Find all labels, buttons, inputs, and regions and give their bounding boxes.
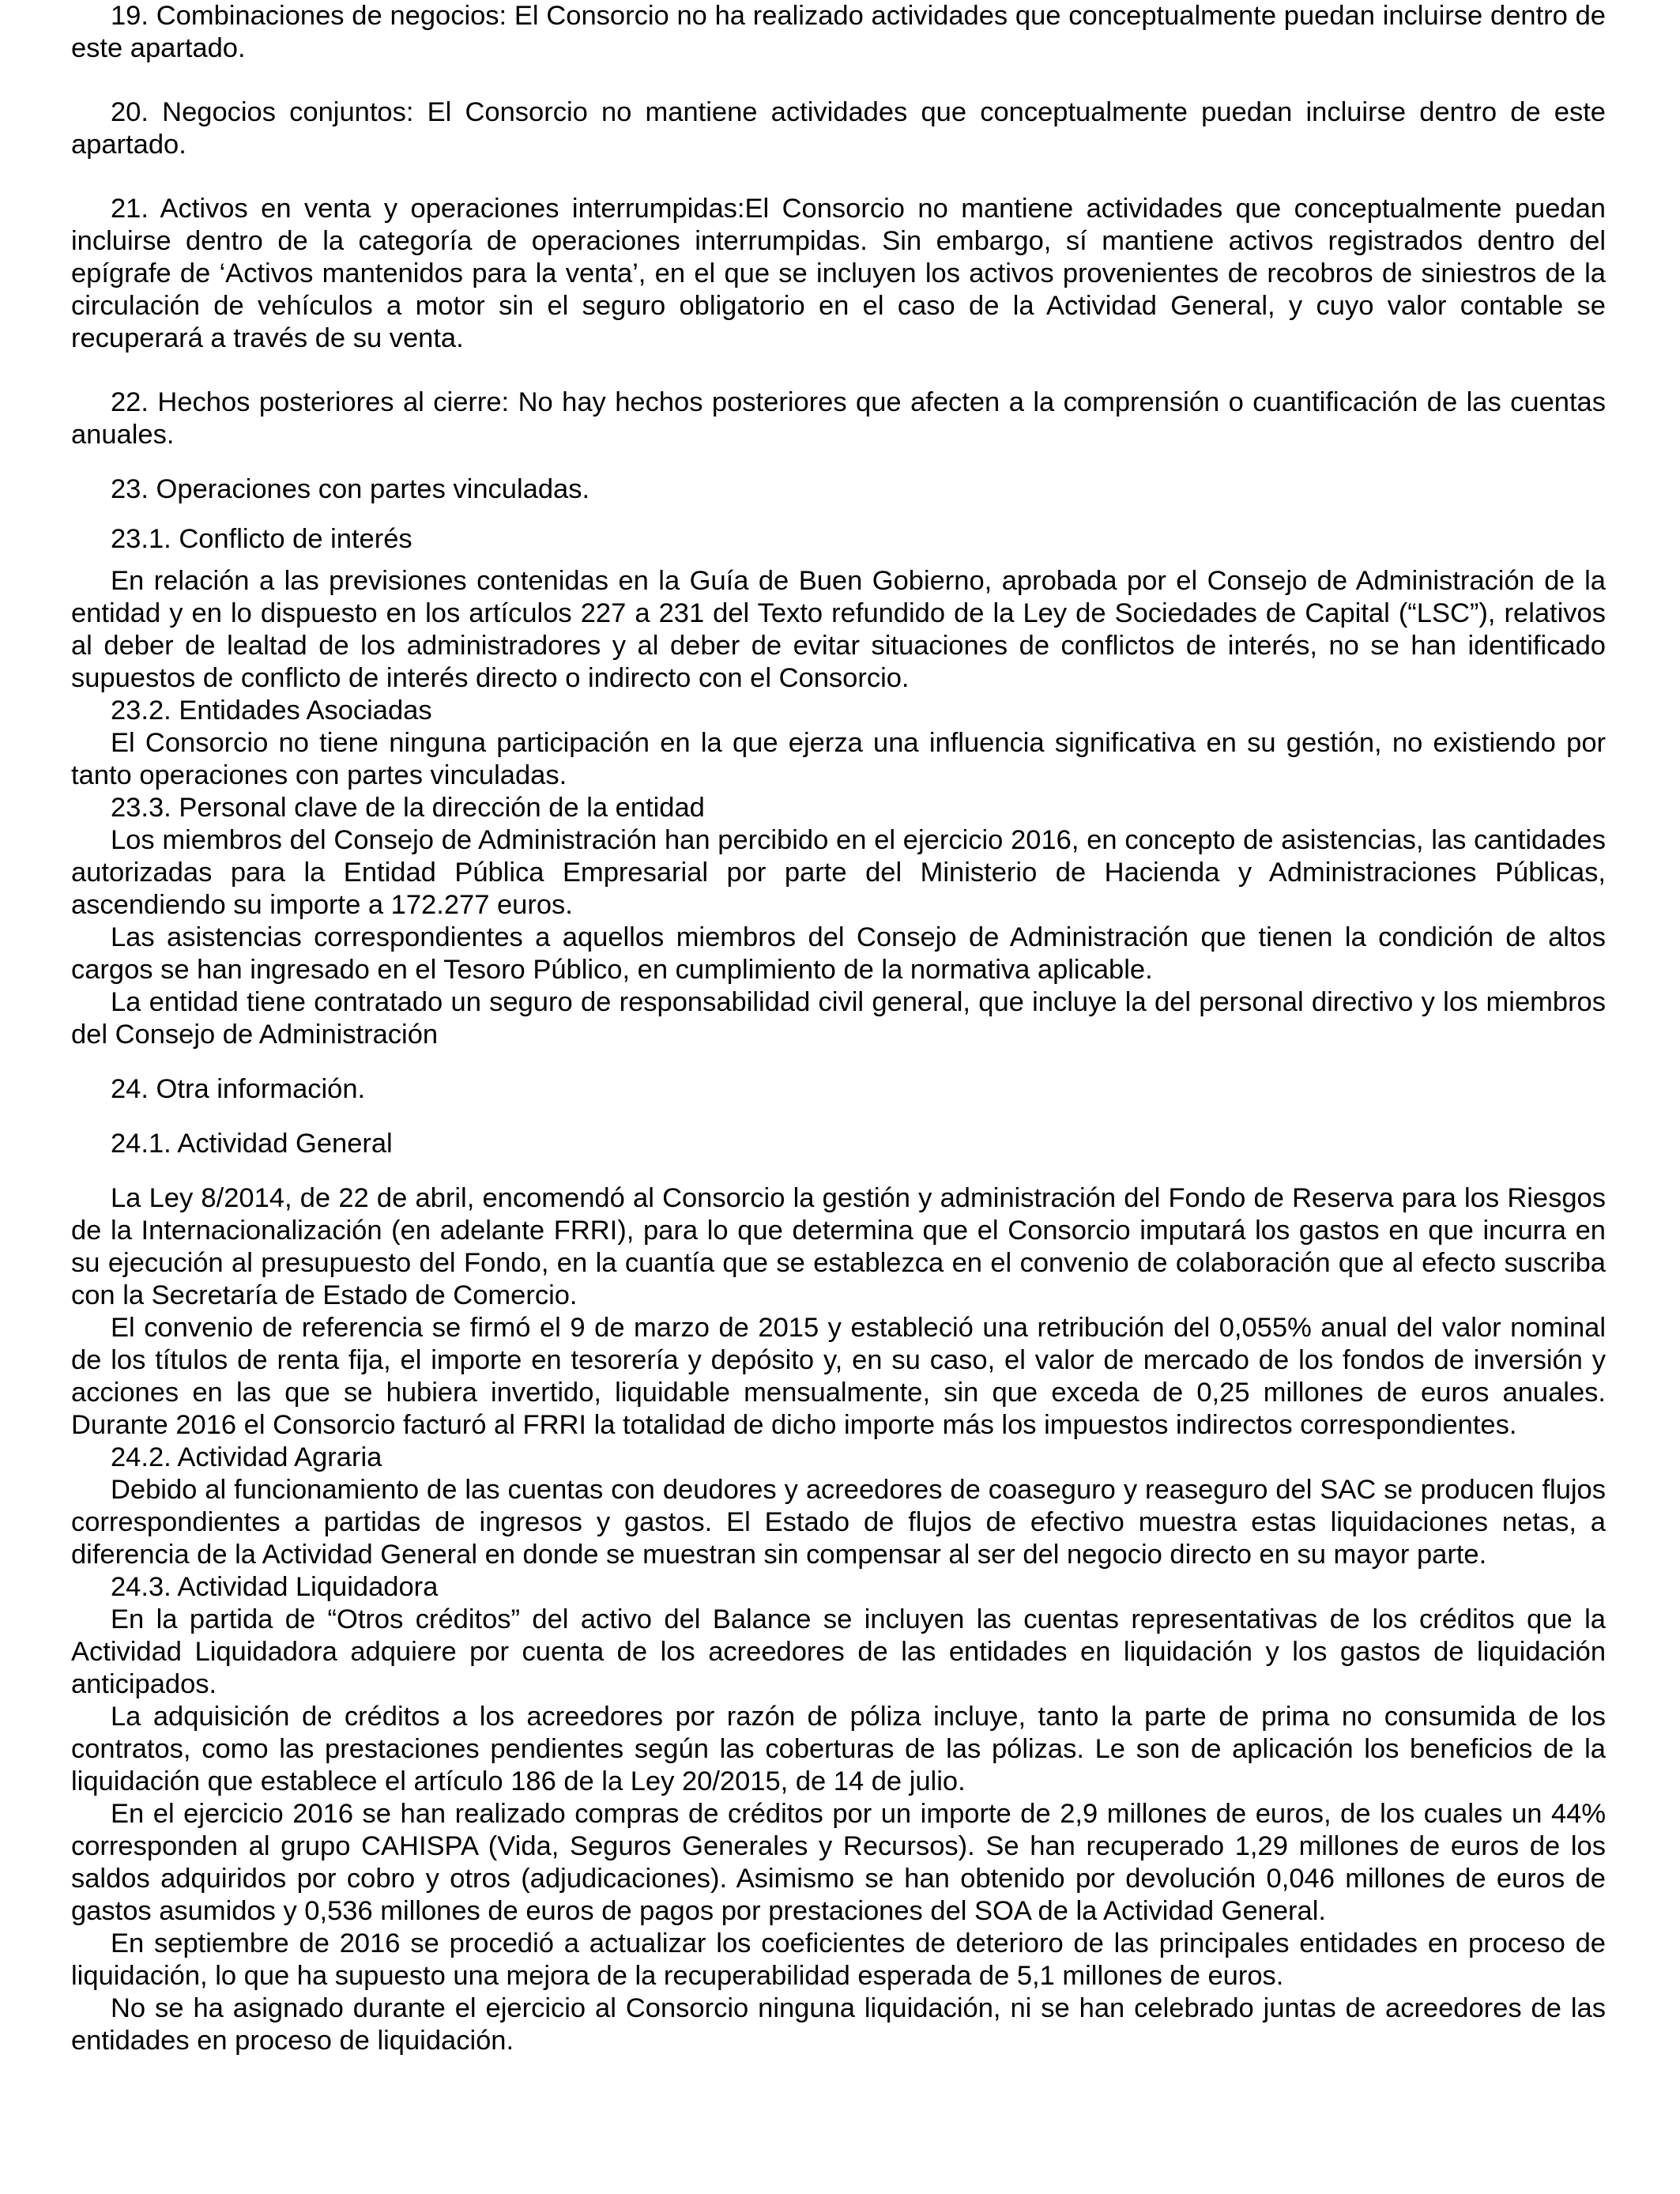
- section-19-combinaciones-de-negocios: 19. Combinaciones de negocios: El Consorcio no ha realizado actividades que conceptualmente puedan incluirse dentro de este apartado.: [71, 1, 1606, 63]
- subsection-23-3-paragraph-2: Las asistencias correspondientes a aquellos miembros del Consejo de Administración que tienen la condición de altos cargos se han ingresado en el Tesoro Público, en cumplimiento de la normativa aplicable.: [71, 922, 1606, 985]
- subsection-24-3-paragraph-5: No se ha asignado durante el ejercicio al Consorcio ninguna liquidación, ni se han celebrado juntas de acreedores de las entidades en proceso de liquidación.: [71, 1993, 1606, 2056]
- subsection-23-1-heading: 23.1. Conflicto de interés: [111, 524, 412, 554]
- document-body: [71, 0, 1606, 2057]
- subsection-24-3-paragraph-2: La adquisición de créditos a los acreedores por razón de póliza incluye, tanto la parte de prima no consumida de los contratos, como las prestaciones pendientes según las coberturas de las pólizas. Le son de aplicación los beneficios de la liquidación que establece el artículo 186 de la Ley 20/2015, de 14 de julio.: [71, 1702, 1606, 1796]
- subsection-23-2-paragraph: El Consorcio no tiene ninguna participación en la que ejerza una influencia significativa en su gestión, no existiendo por tanto operaciones con partes vinculadas.: [71, 728, 1606, 790]
- subsection-23-3-heading: 23.3. Personal clave de la dirección de la entidad: [111, 793, 705, 823]
- subsection-23-2-heading: 23.2. Entidades Asociadas: [111, 696, 432, 726]
- subsection-23-1-paragraph: En relación a las previsiones contenidas en la Guía de Buen Gobierno, aprobada por el Consejo de Administración de la entidad y en lo dispuesto en los artículos 227 a 231 del Texto refundido de la Ley de Sociedades de Capital (“LSC”), relativos al deber de lealtad de los administradores y al deber de evitar situaciones de conflictos de interés, no se han identificado supuestos de conflicto de interés directo o indirecto con el Consorcio.: [71, 566, 1606, 693]
- section-22-hechos-posteriores: 22. Hechos posteriores al cierre: No hay hechos posteriores que afecten a la comprensión o cuantificación de las cuentas anuales.: [71, 387, 1606, 450]
- subsection-24-2-paragraph: Debido al funcionamiento de las cuentas con deudores y acreedores de coaseguro y reaseguro del SAC se producen flujos correspondientes a partidas de ingresos y gastos. El Estado de flujos de efectivo muestra estas liquidaciones netas, a diferencia de la Actividad General en donde se muestran sin compensar al ser del negocio directo en su mayor parte.: [71, 1475, 1606, 1570]
- section-21-activos-en-venta: 21. Activos en venta y operaciones interrumpidas:El Consorcio no mantiene actividades que conceptualmente puedan incluirse dentro de la categoría de operaciones interrumpidas. Sin embargo, sí mantiene activos registrados dentro del epígrafe de ‘Activos mantenidos para la venta’, en el que se incluyen los activos provenientes de recobros de siniestros de la circulación de vehículos a motor sin el seguro obligatorio en el caso de la Actividad General, y cuyo valor contable se recuperará a través de su venta.: [71, 194, 1606, 353]
- subsection-24-3-paragraph-3: En el ejercicio 2016 se han realizado compras de créditos por un importe de 2,9 millones de euros, de los cuales un 44% corresponden al grupo CAHISPA (Vida, Seguros Generales y Recursos). Se han recuperado 1,29 millones de euros de los saldos adquiridos por cobro y otros (adjudicaciones). Asimismo se han obtenido por devolución 0,046 millones de euros de gastos asumidos y 0,536 millones de euros de pagos por prestaciones del SOA de la Actividad General.: [71, 1799, 1606, 1926]
- subsection-24-1-paragraph-1: La Ley 8/2014, de 22 de abril, encomendó al Consorcio la gestión y administración del Fondo de Reserva para los Riesgos de la Internacionalización (en adelante FRRI), para lo que determina que el Consorcio imputará los gastos en que incurra en su ejecución al presupuesto del Fondo, en la cuantía que se establezca en el convenio de colaboración que al efecto suscriba con la Secretaría de Estado de Comercio.: [71, 1183, 1606, 1310]
- subsection-24-3-heading: 24.3. Actividad Liquidadora: [111, 1572, 439, 1602]
- subsection-24-3-paragraph-4: En septiembre de 2016 se procedió a actualizar los coeficientes de deterioro de las principales entidades en proceso de liquidación, lo que ha supuesto una mejora de la recuperabilidad esperada de 5,1 millones de euros.: [71, 1928, 1606, 1991]
- subsection-24-1-heading: 24.1. Actividad General: [111, 1129, 393, 1159]
- section-23-heading: 23. Operaciones con partes vinculadas.: [111, 474, 590, 504]
- subsection-23-3-paragraph-1: Los miembros del Consejo de Administración han percibido en el ejercicio 2016, en concepto de asistencias, las cantidades autorizadas para la Entidad Pública Empresarial por parte del Ministerio de Hacienda y Administraciones Públicas, ascendiendo su importe a 172.277 euros.: [71, 825, 1606, 920]
- subsection-24-1-paragraph-2: El convenio de referencia se firmó el 9 de marzo de 2015 y estableció una retribución del 0,055% anual del valor nominal de los títulos de renta fija, el importe en tesorería y depósito y, en su caso, el valor de mercado de los fondos de inversión y acciones en las que se hubiera invertido, liquidable mensualmente, sin que exceda de 0,25 millones de euros anuales. Durante 2016 el Consorcio facturó al FRRI la totalidad de dicho importe más los impuestos indirectos correspondientes.: [71, 1313, 1606, 1440]
- subsection-24-3-paragraph-1: En la partida de “Otros créditos” del activo del Balance se incluyen las cuentas representativas de los créditos que la Actividad Liquidadora adquiere por cuenta de los acreedores de las entidades en liquidación y los gastos de liquidación anticipados.: [71, 1604, 1606, 1699]
- section-24-heading: 24. Otra información.: [111, 1074, 366, 1104]
- subsection-24-2-heading: 24.2. Actividad Agraria: [111, 1442, 382, 1472]
- section-20-negocios-conjuntos: 20. Negocios conjuntos: El Consorcio no mantiene actividades que conceptualmente puedan incluirse dentro de este apartado.: [71, 97, 1606, 160]
- subsection-23-3-paragraph-3: La entidad tiene contratado un seguro de responsabilidad civil general, que incluye la del personal directivo y los miembros del Consejo de Administración: [71, 987, 1606, 1050]
